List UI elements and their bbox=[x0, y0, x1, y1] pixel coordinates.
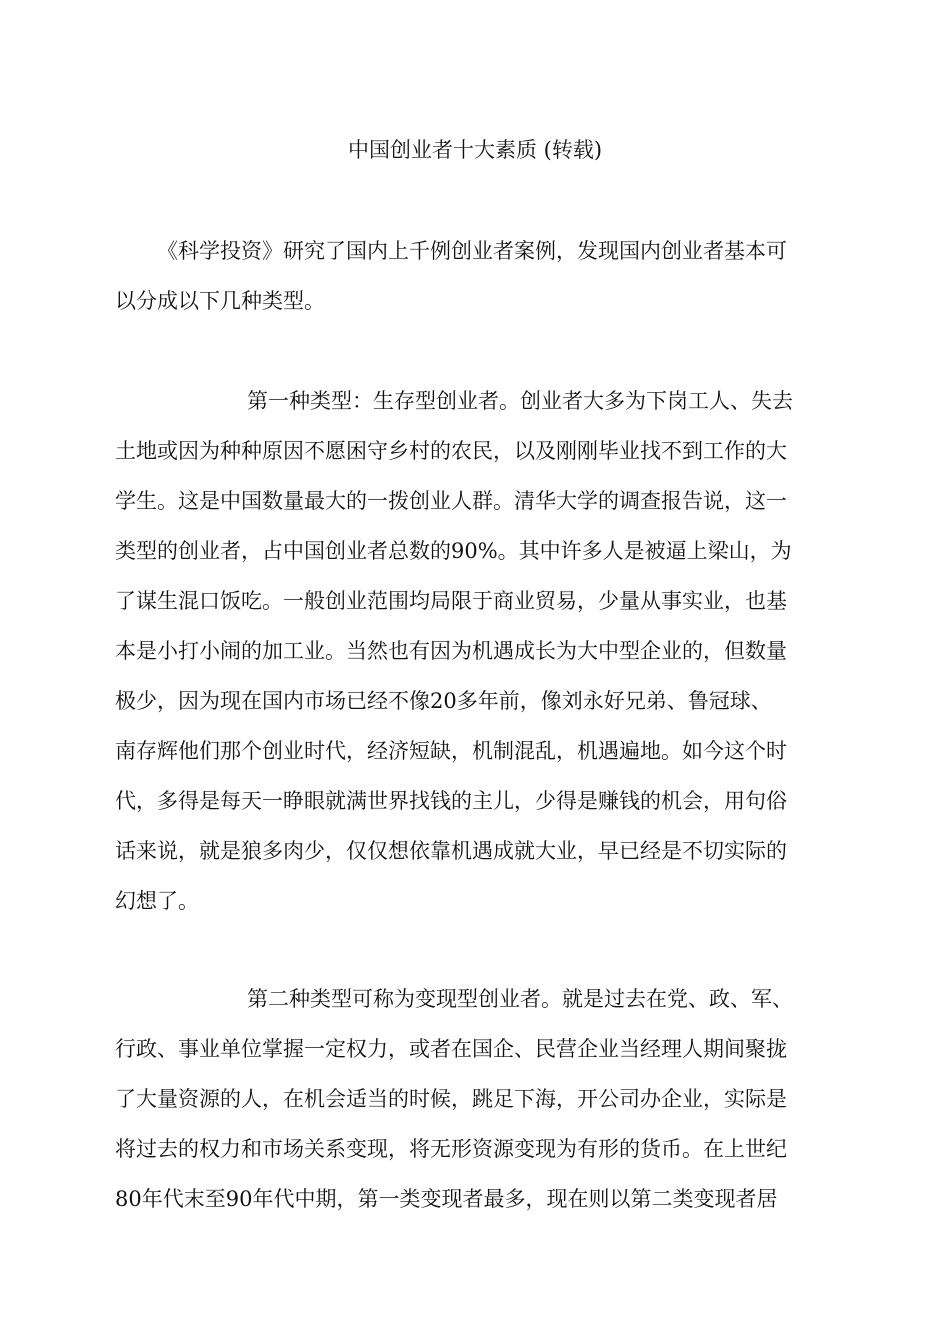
paragraph-line: 类型的创业者，占中国创业者总数的90%。其中许多人是被逼上梁山，为 bbox=[115, 539, 792, 563]
paragraph-line: 将过去的权力和市场关系变现，将无形资源变现为有形的货币。在上世纪 bbox=[115, 1137, 787, 1161]
paragraph-type-one bbox=[115, 376, 835, 926]
paragraph-line: 80年代末至90年代中期，第一类变现者最多，现在则以第二类变现者居 bbox=[115, 1187, 778, 1211]
paragraph-line: 极少，因为现在国内市场已经不像20多年前，像刘永好兄弟、鲁冠球、 bbox=[115, 689, 772, 713]
paragraph-line: 了大量资源的人，在机会适当的时候，跳足下海，开公司办企业，实际是 bbox=[115, 1087, 787, 1111]
paragraph-line: 行政、事业单位掌握一定权力，或者在国企、民营企业当经理人期间聚拢 bbox=[115, 1037, 787, 1061]
paragraph-line: 学生。这是中国数量最大的一拨创业人群。清华大学的调查报告说，这一 bbox=[115, 489, 787, 513]
paragraph-line: 《科学投资》研究了国内上千例创业者案例，发现国内创业者基本可 bbox=[157, 239, 787, 263]
paragraph-line: 以分成以下几种类型。 bbox=[115, 289, 325, 313]
paragraph-line: 本是小打小闹的加工业。当然也有因为机遇成长为大中型企业的，但数量 bbox=[115, 639, 787, 663]
paragraph-line: 幻想了。 bbox=[115, 889, 199, 913]
paragraph-line: 土地或因为种种原因不愿困守乡村的农民，以及刚刚毕业找不到工作的大 bbox=[115, 439, 787, 463]
document-title: 中国创业者十大素质 (转载) bbox=[347, 138, 603, 162]
paragraph-line: 第一种类型：生存型创业者。创业者大多为下岗工人、失去 bbox=[247, 389, 793, 413]
paragraph-line: 话来说，就是狼多肉少，仅仅想依靠机遇成就大业，早已经是不切实际的 bbox=[115, 839, 787, 863]
paragraph-line: 了谋生混口饭吃。一般创业范围均局限于商业贸易，少量从事实业，也基 bbox=[115, 589, 787, 613]
paragraph-type-two bbox=[115, 974, 835, 1224]
paragraph-line: 南存辉他们那个创业时代，经济短缺，机制混乱，机遇遍地。如今这个时 bbox=[115, 739, 787, 763]
paragraph-intro bbox=[115, 226, 835, 326]
paragraph-line: 代，多得是每天一睁眼就满世界找钱的主儿，少得是赚钱的机会，用句俗 bbox=[115, 789, 787, 813]
paragraph-line: 第二种类型可称为变现型创业者。就是过去在党、政、军、 bbox=[247, 987, 793, 1011]
